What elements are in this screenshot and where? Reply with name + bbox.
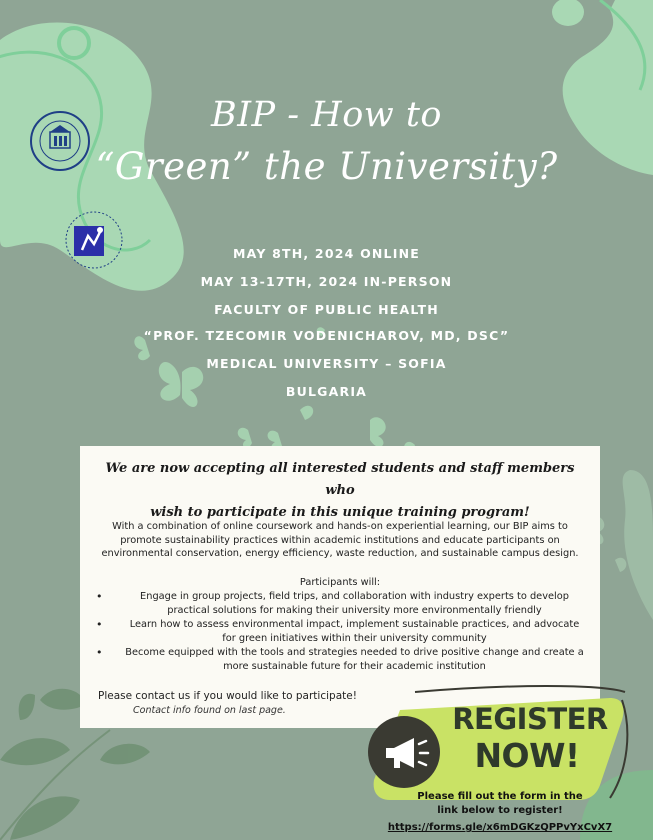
university-name: MEDICAL UNIVERSITY – SOFIA: [206, 356, 447, 371]
contact-text: Please contact us if you would like to participate!: [98, 690, 357, 702]
list-item: [90, 590, 595, 617]
list-item-line-2: for green initiatives within their university community: [222, 632, 487, 644]
contact-subtext: Contact info found on last page.: [133, 705, 286, 716]
participants-list: [90, 590, 595, 674]
participants-heading: Participants will:: [299, 577, 381, 588]
card-intro: [90, 520, 590, 561]
title-line-2: “Green” the University?: [95, 145, 558, 188]
card-intro-line-2: promote sustainability practices within academic institutions and educate participants on: [120, 534, 560, 546]
registration-link[interactable]: https://forms.gle/x6mDGKzQPPvYxCvX7: [387, 822, 613, 833]
list-item-line-1: • Engage in group projects, field trips, and collaboration with industry experts to develop: [140, 591, 569, 602]
list-item: [90, 646, 595, 673]
event-date-online: MAY 8TH, 2024 ONLINE: [233, 246, 420, 261]
faculty-namesake: “PROF. TZECOMIR VODENICHAROV, MD, DSC”: [143, 328, 510, 343]
card-headline: [100, 458, 580, 524]
register-now-label[interactable]: NOW!: [474, 736, 580, 775]
top-right-small-blob: [552, 0, 584, 26]
right-blob: [623, 470, 653, 620]
card-intro-line-1: With a combination of online coursework and hands-on experiential learning, our BIP aims to: [112, 521, 568, 532]
register-label[interactable]: REGISTER: [452, 702, 608, 736]
list-item-line-1: • Learn how to assess environmental impact, implement sustainable practices, and advocate: [129, 619, 580, 630]
country: BULGARIA: [285, 384, 368, 399]
card-headline-line-1: We are now accepting all interested students and staff members who: [105, 461, 575, 498]
list-item-line-2: more sustainable future for their academic institution: [223, 660, 486, 672]
title-line-1: BIP - How to: [211, 95, 442, 135]
card-headline-line-2: wish to participate in this unique training program!: [150, 505, 530, 520]
faculty-name: FACULTY OF PUBLIC HEALTH: [214, 302, 439, 317]
event-date-in-person: MAY 13-17TH, 2024 IN-PERSON: [200, 274, 453, 289]
footer-instruction-line-1: Please fill out the form in the: [417, 791, 583, 802]
list-item-line-1: • Become equipped with the tools and strategies needed to drive positive change and create a: [125, 647, 584, 658]
faculty-logo: [64, 210, 124, 270]
card-intro-line-3: environmental conservation, energy efficiency, waste reduction, and sustainable campus design.: [101, 548, 579, 559]
list-item: [90, 618, 595, 645]
footer-instruction-line-2: link below to register!: [437, 805, 563, 816]
list-item-line-2: practical solutions for making their university more environmentally friendly: [167, 604, 542, 616]
footer-instruction: [370, 790, 630, 818]
megaphone-icon: [366, 714, 442, 790]
